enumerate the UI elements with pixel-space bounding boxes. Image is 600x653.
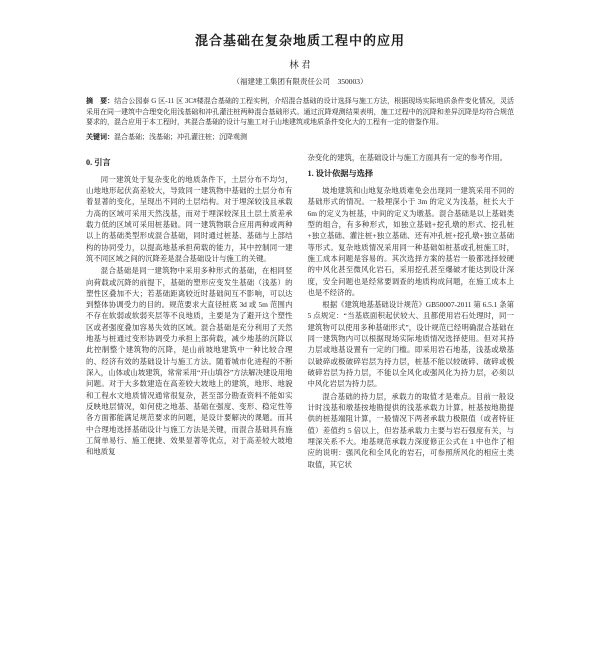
section-1-heading: 1. 设计依据与选择 (307, 169, 374, 179)
right-paragraph-2: 坡地建筑和山地复杂地质难免会出现同一建筑采用不同的基础形式的情况。一般埋深小于 3m 的定义为浅基，桩长大于 6m 的定义为桩基，中间的定义为墩基。混合基础是以上基础类型的组合，有多种形式，如独立基础+挖孔墩的形式、挖孔桩+独立基础、灌注桩+独立基础、还有冲孔桩+挖孔墩+独立基础等形式。复杂地质情况采用同一种基础如桩基或孔桩施工时，施工成本问题是容易的。其次选择方案的基岩一般都选择较硬的中风化甚至微风化岩石，采用挖孔甚至爆破才能达到设计深度，安全问题也是经常要调查的地质构成问题，在施工成本上也是不经济的。 (307, 185, 514, 297)
left-column (86, 152, 293, 471)
paper-title: 混合基础在复杂地质工程中的应用 (194, 33, 405, 48)
right-column (308, 152, 515, 471)
body-columns (86, 152, 514, 471)
abstract-text: 结合公园泰 G 区-11 区 3C#楼混合基础的工程实例，介绍混合基础的设计选择与施工方法，根据现场实际地质条件变化情况，灵活采用在同一建筑中合理变化用浅基础和冲孔灌注桩两种混合基础形式。通过沉降观测结果表明，施工过程中的沉降和差异沉降是均符合规范要求的，混合应用于本工程时，其混合基础的设计与施工对于山地建筑或地质条件变化大的工程有一定的借鉴作用。 (86, 97, 515, 126)
right-paragraph-3: 根据《建筑地基基础设计规范》GB50007-2011 第 6.5.1 条第 5 点规定：“当基底面积起伏较大、且都使用岩石处理时，同一建筑物可以使用多种基础形式”，设计规范已经明确混合基础在同一建筑物内可以根据现场实际地质情况选择使用。但对其持力层或地基设置有一定的门槛。即采用岩石地基，浅基或墩基以破碎或极破碎岩层为持力层，桩基不能以较破碎、破碎或极破碎岩层为持力层，不能以全风化或强风化为持力层，必须以中风化岩层为持力层。 (307, 300, 514, 389)
keywords-text: 混合基础；浅基础；冲孔灌注桩；沉降观测 (114, 132, 247, 141)
left-paragraph-1: 同一建筑处于复杂变化的地质条件下，土层分布不均匀，山地地形起伏高差较大，导致同一建筑物中基础的土层分布有着显著的变化，呈现出不同的土层结构。对于埋深较浅且承载力高的区域可采用天然浅基，而对于埋深较深且土层土质差承载力低的区域可采用桩基础。同一建筑物联合应用两种或两种以上的基础类型形成混合基础，同时通过桩基、基础与上部结构的协同受力，以提高地基承担荷载的能力，其中控制同一建筑不同区域之间的沉降差是混合基础设计与施工的关键。 (86, 174, 293, 263)
abstract-label: 摘 要： (86, 97, 115, 105)
author-name: 林 君 (289, 61, 311, 71)
right-paragraph-continuation: 杂变化的建筑，在基础设计与施工方面具有一定的参考作用。 (307, 153, 508, 162)
section-0-heading: 0. 引言 (86, 158, 111, 167)
left-paragraph-2: 混合基础是同一建筑物中采用多种形式的基础，在相同竖向荷载或沉降的前提下，基础的塑形应变发生基础（浅基）的塑性区叠加不大；若基础距离较近时基础间互不影响，可以达到整体协调受力的目的。规范要求大直径桩底 3d 或 5m 范围内不存在软弱或软弱夹层等不良地质，主要是为了避开这个塑性区或者强度叠加容易失效的区域。混合基础是充分利用了天然地基与桩通过变形协调受力承担上部荷载，减少地基的沉降以此控制整个建筑物的沉降，是山前坡地建筑中一种比较合理的、经济有效的基础设计与施工方法。随着城市化进程的不断深入，山体或山坡建筑，常常采用“开山填谷”方法解决建设用地问题。对于大多数建造在高差较大坡地上的建筑，地形、地貌和工程水文地质情况通常很复杂，甚至部分勘查资料不能如实反映地层情况，如何使之地基、基础在强度、变形、稳定性等各方面都能满足规范要求的问题，是设计要解决的课题。而其中合理地选择基础设计与施工方法是关键，而混合基础具有施工简单易行、施工便捷、效果显著等优点，对于高差较大坡地和地质复 (86, 266, 293, 457)
abstract-block (86, 96, 514, 128)
right-paragraph-4: 混合基础的持力层，承载力的取值才是难点。目前一般设计时浅基和墩基按地勘提供的浅基承载力计算。桩基按地勘提供的桩基端阻计算，一般情况下两者承载力极限值（或者特征值）差值约 5 倍以上，但岩基承载力主要与岩石强度有关，与埋深关系不大。地基规范承载力深度修正公式在 1 中也作了相应的说明：强风化和全风化的岩石，可参照所风化的相应土类取值，其它状 (307, 391, 514, 469)
author-affiliation: （福建建工集团有限责任公司 350003） (232, 77, 368, 86)
keywords-block (86, 132, 514, 143)
keywords-label: 关键词： (86, 132, 114, 141)
